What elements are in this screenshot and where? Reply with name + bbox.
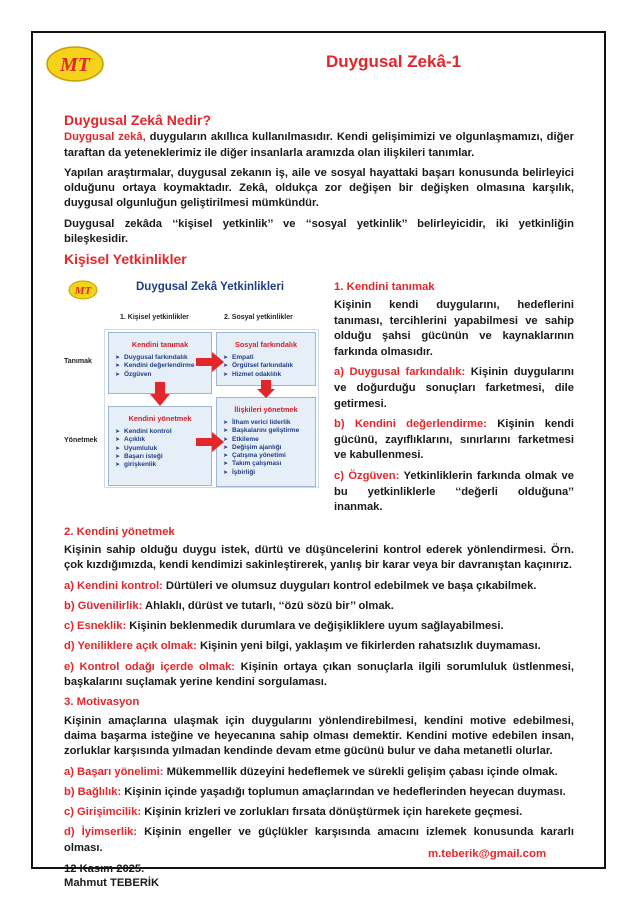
signature <box>64 862 574 890</box>
paragraph-research: Yapılan araştırmalar, duygusal zekanın iş, aile ve sosyal hayattaki başarı konusunda belirleyici olduğunu ortaya koymaktadır. Zekâ, oldukça zor değişen bir değişken olmasına karşılık, duygusal olgunluğun geliştirilmesi mümkündür. <box>64 166 574 210</box>
list-item: a) Kendini kontrol: Dürtüleri ve olumsuz duyguları kontrol edebilmek ve başa çıkabilmek. <box>64 579 537 592</box>
list-item: c) Girişimcilik: Kişinin krizleri ve zorlukları fırsata dönüştürmek için harekete geçmesi. <box>64 806 523 819</box>
arrow-right-icon <box>196 352 224 372</box>
list-item: a) Duygusal farkındalık: Kişinin duygularını ve doğurduğu sonuçları farketmesi, dile getirmesi. <box>334 366 574 410</box>
arrow-down-icon <box>257 380 275 398</box>
diagram-col-personal: 1. Kişisel yetkinlikler <box>120 313 189 321</box>
list-item: b) Güvenilirlik: Ahlaklı, dürüst ve tutarlı, ‘‘özü sözü bir’’ olmak. <box>64 599 394 612</box>
list-item: d) İyimserlik: Kişinin engeller ve güçlükler karşısında amacını izlemek konusunda kararlı olması. <box>64 826 575 854</box>
date: 12 Kasım 2025. <box>64 863 145 876</box>
diagram-row-managing: Yönetmek <box>64 436 98 444</box>
mt-logo-small <box>68 280 98 300</box>
paragraph-definition: Duygusal zekâ, duyguların akıllıca kullanılmasıdır. Kendi gelişimimizi ve olgunlaşmamızı, diğer taraftan da yeteneklerimiz ile diğer insanlarla aramızda olan ilişkileri tanımlar. <box>64 131 574 159</box>
subheading-self-awareness: 1. Kendini tanımak <box>334 280 435 293</box>
diagram-cell-social-awareness: Sosyal farkındalık ➤ Empati ➤ Örgütsel farkındalık ➤ Hizmet odaklılık <box>216 332 316 386</box>
list-item: b) Kendini değerlendirme: Kişinin kendi gücünü, zayıflıklarını, sınırlarını farketmesi ve kabullenmesi. <box>334 418 574 462</box>
svg-text:MT: MT <box>74 284 92 297</box>
email-link[interactable]: m.teberik@gmail.com <box>428 848 547 860</box>
list-item: a) Başarı yönelimi: Mükemmellik düzeyini hedeflemek ve sürekli gelişim çabası içinde olmak. <box>64 765 558 778</box>
page-title: Duygusal Zekâ-1 <box>325 52 462 71</box>
author: Mahmut TEBERİK <box>64 877 160 890</box>
diagram-row-knowing: Tanımak <box>64 357 92 365</box>
subheading-motivation: 3. Motivasyon <box>64 696 140 709</box>
diagram-cell-self-management: Kendini yönetmek ➤ Kendini kontrol ➤ Açıklık ➤ Uyumluluk ➤ Başarı isteği ➤ girişkenlik <box>108 406 212 486</box>
section-heading-personal: Kişisel Yetkinlikler <box>64 251 187 268</box>
paragraph-competencies: Duygusal zekâda ‘‘kişisel yetkinlik’’ ve ‘‘sosyal yetkinlik’’ belirleyicidir, iki yetkinliğin bileşkesidir. <box>64 217 574 246</box>
list-item: b) Bağlılık: Kişinin içinde yaşadığı toplumun amaçlarından ve hedeflerinden heyecan duyması. <box>64 785 566 798</box>
diagram-col-social: 2. Sosyal yetkinlikler <box>224 313 293 321</box>
competency-diagram <box>64 270 322 490</box>
subheading-self-management: 2. Kendini yönetmek <box>64 525 175 538</box>
arrow-right-icon <box>196 432 224 452</box>
list-item: c) Özgüven: Yetkinliklerin farkında olmak ve bu yetkinliklerle ‘‘değerli olduğuna’’ inanmak. <box>334 469 574 514</box>
list-item: e) Kontrol odağı içerde olmak: Kişinin ortaya çıkan sonuçlarla ilgili sorumluluk üstlenmesi, başkalarını suçlamak yerine kendini sorgulaması. <box>64 660 574 689</box>
diagram-cell-relationship-management: İlişkileri yönetmek ➤ İlham verici liderlik ➤ Başkalarını geliştirme ➤ Etkileme ➤ Değişim ajanlığı ➤ Çatışma yönetimi ➤ Takım çalışması ➤ İşbirliği <box>216 397 316 487</box>
arrow-down-icon <box>150 382 170 406</box>
list-item: c) Esneklik: Kişinin beklenmedik durumlara ve değişikliklere uyum sağlayabilmesi. <box>64 620 504 633</box>
section-heading-what-is: Duygusal Zekâ Nedir? <box>64 112 212 128</box>
self-awareness-section: 1. Kendini tanımak Kişinin kendi duygularını, hedeflerini tanıması, tercihlerini yapabilmesi ve sahip olduğu şahsi gücünün ve kaynaklarının farkında olmasıdır. a) Duygusal farkındalık: Kişinin duygularını ve doğurduğu sonuçları farketmesi, dile getirmesi. b) Kendini değerlendirme: Kişinin kendi gücünü, zayıflıklarını, sınırlarını farketmesi ve kabullenmesi. c) Özgüven: Yetkinliklerin farkında olmak ve bu yetkinliklerle ‘‘değerli olduğuna’’ inanmak. <box>334 270 574 521</box>
list-item: d) Yeniliklere açık olmak: Kişinin yeni bilgi, yaklaşım ve fikirlerden rahatsızlık duymaması. <box>64 640 541 653</box>
svg-text:MT: MT <box>60 54 90 76</box>
document-body: Duygusal Zekâ Nedir? Duygusal zekâ, duyguların akıllıca kullanılmasıdır. Kendi gelişimimizi ve olgunlaşmamızı, diğer taraftan da yeteneklerimiz ile diğer insanlarla aramızda olan ilişkileri tanımlar. Yapılan araştırmalar, duygusal zekanın iş, aile ve sosyal hayattaki başarı konusunda belirleyici olduğunu ortaya koymaktadır. Zekâ, oldukça zor değişen bir değişken olmasına karşılık, duygusal olgunluğun geliştirilmesi mümkündür. Duygusal zekâda ‘‘kişisel yetkinlik’’ ve ‘‘sosyal yetkinlik’’ belirleyicidir, iki yetkinliğin bileşkesidir. Kişisel Yetkinlikler MT Duygusal Zekâ Yetkinlikleri 1. Kişisel yetkinlikler 2. Sosyal yetkinlikler Tanımak Yönetmek Kendini tanımak ➤ Duygusal farkındalık ➤ Kendini değerlendirme ➤ Özgüven Sosyal farkındalık ➤ Empati ➤ Örgütsel farkındalık ➤ Hizmet odaklılık Kendini yönetmek ➤ Kendini kontrol ➤ Açıklık ➤ Uyumluluk ➤ Başarı isteği ➤ girişkenlik İlişkileri yönetmek ➤ İlham verici liderlik ➤ Başkalarını geliştirme ➤ Etkileme ➤ Değişim ajanlığı ➤ Çatışma yönetimi ➤ Takım çalışması ➤ İşbirliği 1. Kendini tanımak Kişinin kendi duygularını, hedeflerini tanıması, tercihlerini yapabilmesi ve sahip olduğu şahsi gücünün ve kaynaklarının farkında olmasıdır. a) Duygusal farkındalık: Kişinin duygularını ve doğurduğu sonuçları farketmesi, dile getirmesi. b) Kendini değerlendirme: Kişinin kendi gücünü, zayıflıklarını, sınırlarını farketmesi ve kabullenmesi. c) Özgüven: Yetkinliklerin farkında olmak ve bu yetkinliklerle ‘‘değerli olduğuna’’ inanmak. 2. Kendini yönetmek Kişinin sahip olduğu duygu istek, dürtü ve düşüncelerini kontrol ederek yönlendirmesi. Örn. çok kızdığımızda, kendi kendimizi sakinleştirerek, yanlış bir karar veya bir davranıştan kaçınırız. a) Kendini kontrol: Dürtüleri ve olumsuz duyguları kontrol edebilmek ve başa çıkabilmek. b) Güvenilirlik: Ahlaklı, dürüst ve tutarlı, ‘‘özü sözü bir’’ olmak. c) Esneklik: Kişinin beklenmedik durumlara ve değişikliklere uyum sağlayabilmesi. d) Yeniliklere açık olmak: Kişinin yeni bilgi, yaklaşım ve fikirlerden rahatsızlık duymaması. e) Kontrol odağı içerde olmak: Kişinin ortaya çıkan sonuçlarla ilgili sorumluluk üstlenmesi, başkalarını suçlamak yerine kendini sorgulaması. 3. Motivasyon Kişinin amaçlarına ulaşmak için duygularını yönlendirebilmesi, kendini motive edebilmesi, daima başarma isteğine ve heyecanına sahip olması demektir. Kendini motive edebilen insan, zorluklar karşısında yılmadan kendinde devam etme gücünü bulur ve daha metanetli olurlar. a) Başarı yönelimi: Mükemmellik düzeyini hedeflemek ve sürekli gelişim çabası içinde olmak. b) Bağlılık: Kişinin içinde yaşadığı toplumun amaçlarından ve hedeflerinden heyecan duyması. c) Girişimcilik: Kişinin krizleri ve zorlukları fırsata dönüştürmek için harekete geçmesi. d) İyimserlik: Kişinin engeller ve güçlükler karşısında amacını izlemek konusunda kararlı olması. 12 Kasım 2025. Mahmut TEBERİK <box>64 113 574 890</box>
diagram-title: Duygusal Zekâ Yetkinlikleri <box>136 280 285 293</box>
diagram-cell-self-awareness: Kendini tanımak ➤ Duygusal farkındalık ➤ Kendini değerlendirme ➤ Özgüven <box>108 332 212 394</box>
